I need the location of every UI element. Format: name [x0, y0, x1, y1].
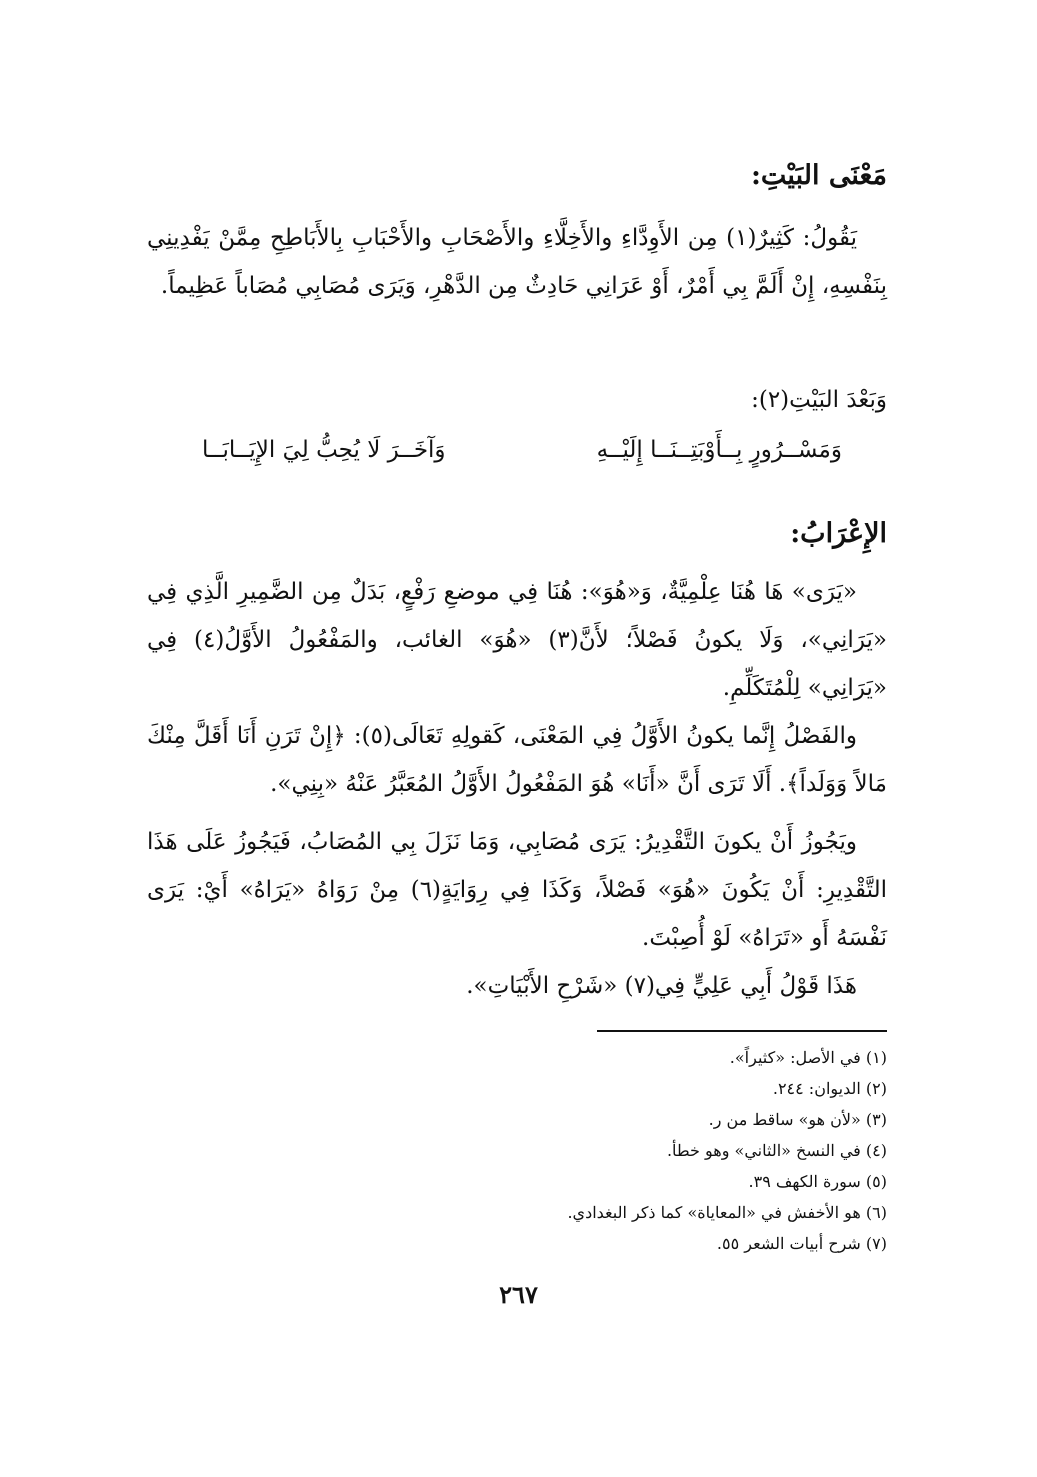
irab-paragraph-1: «يَرَى» هَا هُنَا عِلْمِيَّةٌ، وَ«هُوَ»: هُنَا فِي موضعِ رَفْعٍ، بَدَلٌ مِن الضَّمِيرِ الَّذِي فِي «يَرَانِي»، وَلَا يكونُ فَصْلاً؛ لأَنَّ(٣) «هُوَ» الغائب، والمَفْعُولُ الأَوَّلُ(٤) فِي «يَرَانِي» لِلْمُتَكَلِّمِ.: [147, 579, 887, 701]
footnote-2: (٢) الديوان: ٢٤٤.: [772, 1079, 887, 1098]
verse-line: [202, 430, 842, 470]
meaning-paragraph: يَقُولُ: كَثِيرٌ(١) مِن الأَوِدَّاءِ والأَخِلَّاءِ والأَصْحَابِ والأَحْبَابِ بِالأَبَاطِحِ مِمَّنْ يَفْدِينِي بِنَفْسِهِ، إِنْ أَلَمَّ بِي أَمْرٌ، أَوْ عَرَانِي حَادِثٌ مِن الدَّهْرِ، وَيَرَى مُصَابِي مُصَاباً عَظِيماً.: [147, 225, 887, 299]
footnote-1: (١) في الأصل: «كثيراً».: [729, 1048, 887, 1067]
footnote-3: (٣) «لأن هو» ساقط من ر.: [708, 1110, 887, 1129]
footnote-7: (٧) شرح أبيات الشعر ٥٥.: [716, 1234, 887, 1253]
footnote-4: (٤) في النسخ «الثاني» وهو خطأ.: [666, 1141, 887, 1160]
footnote-divider: [597, 1030, 887, 1032]
footnote-6: (٦) هو الأخفش في «المعاياة» كما ذكر البغدادي.: [567, 1203, 887, 1222]
verse-hemistich-1: وَمَسْــرُورٍ بِــأَوْبَتِــنَــا إِلَيْــهِ: [596, 437, 842, 463]
irab-paragraph-2: والفَصْلُ إِنَّما يكونُ الأَوَّلُ فِي المَعْنَى، كَقولِهِ تَعَالَى(٥): ﴿إِنْ تَرَنِ أَنَا أَقَلَّ مِنْكَ مَالاً وَوَلَداً﴾. أَلَا تَرَى أَنَّ «أَنَا» هُوَ المَفْعُولُ الأَوَّلُ المُعَبَّرُ عَنْهُ «بِنِي».: [147, 723, 887, 797]
footnotes: [147, 1042, 887, 1259]
irab-paragraph-3: ويَجُوزُ أَنْ يكونَ التَّقْدِيرُ: يَرَى مُصَابِي، وَمَا نَزَلَ بِي المُصَابُ، فَيَجُوزُ عَلَى هَذَا التَّقْدِيرِ: أَنْ يَكُونَ «هُوَ» فَصْلاً، وَكَذَا فِي رِوَايَةٍ(٦) مِنْ رَوَاهُ «يَرَاهُ» أَيْ: يَرَى نَفْسَهُ أَو «تَرَاهُ» لَوْ أُصِبْتَ.: [147, 829, 887, 951]
verse-hemistich-2: وَآخَــرَ لَا يُحِبُّ لِيَ الإِيَــابَــا: [202, 437, 446, 463]
after-verse-label: وَبَعْدَ البَيْتِ(٢):: [751, 387, 887, 413]
footnote-5: (٥) سورة الكهف ٣٩.: [748, 1172, 887, 1191]
irab-paragraph-4: هَذَا قَوْلُ أَبِي عَلِيٍّ فِي(٧) «شَرْحِ الأَبْيَاتِ».: [466, 973, 857, 999]
page-number: ٢٦٧: [499, 1280, 538, 1309]
irab-heading: الإِعْرَابُ:: [790, 518, 887, 549]
meaning-heading: مَعْنَى البَيْتِ:: [750, 160, 887, 191]
